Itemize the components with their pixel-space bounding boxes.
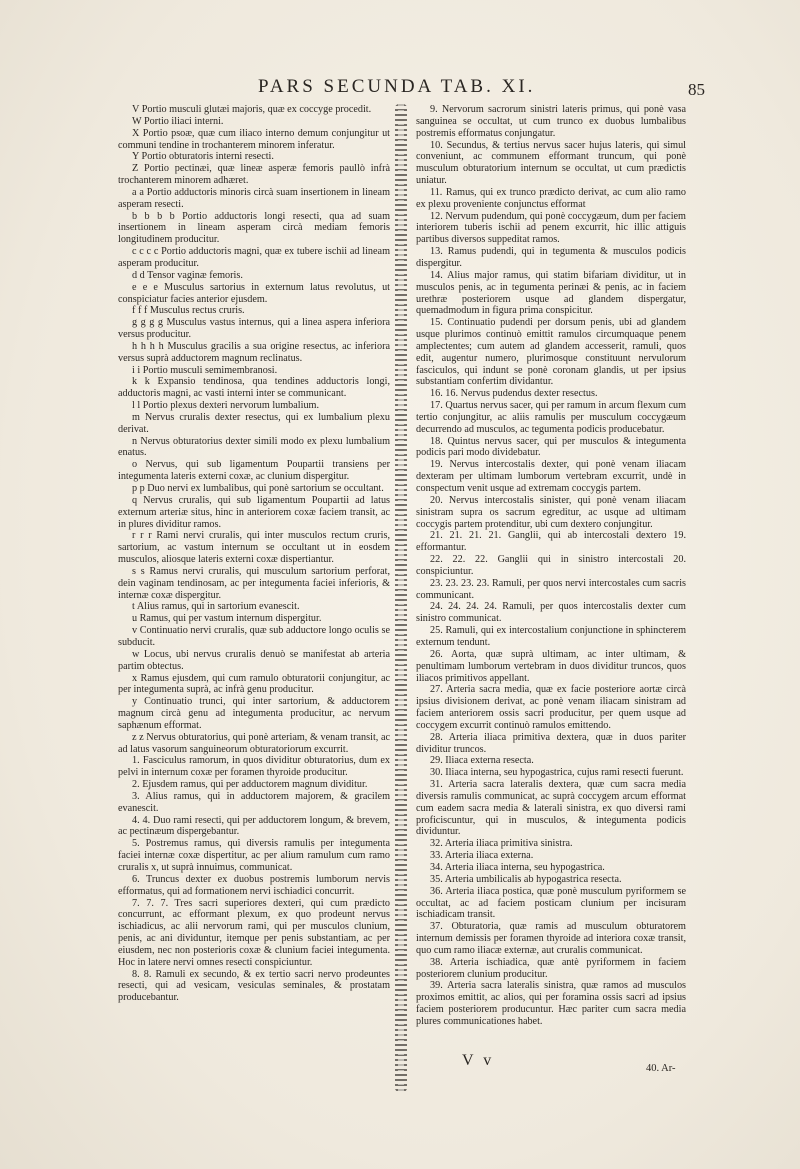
legend-entry: 3. Alius ramus, qui in adductorem majorem, & gracilem evanescit. <box>118 790 390 814</box>
legend-entry: 29. Iliaca externa resecta. <box>430 755 534 767</box>
legend-entry: p p Duo nervi ex lumbalibus, qui ponè sartorium se occultant. <box>132 483 384 494</box>
legend-entry: 22. 22. 22. Ganglii qui in sinistro intercostali 20. conspiciuntur. <box>416 554 686 577</box>
legend-entry: 39. Arteria sacra lateralis sinistra, quæ ramos ad musculos proximos emittit, ac alios, qui per foramina ossis sacri ad ipsius faciem posteriorem producuntur. Hæc pariter cum sacra media plures communicationes habet. <box>416 980 686 1027</box>
legend-entry: y Continuatio trunci, qui inter sartorium, & adductorem magnum circà genu ad integumenta producitur, ac nervum saphænum efformat. <box>118 696 390 731</box>
legend-entry: 31. Arteria sacra lateralis dextera, quæ cum sacra media diversis ramulis communicat, ac suprà coccygem arcum efformat cum eadem sacra media & laterali sinistra, ex quo diversi rami proficiscuntur, qui in musculos, & integumenta podicis dividuntur. <box>416 779 686 838</box>
legend-entry: 33. Arteria iliaca externa. <box>430 850 534 862</box>
legend-entry: X Portio psoæ, quæ cum iliaco interno demum conjungitur ut communi tendine in trochanterem minorem inferatur. <box>118 127 390 151</box>
legend-entry: 6. Truncus dexter ex duobus postremis lumborum nervis efformatus, qui ad formationem nervi ischiadici concurrit. <box>118 873 390 897</box>
legend-entry: f f f Musculus rectus cruris. <box>132 305 245 317</box>
legend-entry: k k Expansio tendinosa, qua tendines adductoris longi, adductoris magni, ac vasti interni inter se communicant. <box>118 376 390 400</box>
legend-entry: 20. Nervus intercostalis sinister, qui ponè venam iliacam sinistram supra os sacrum egreditur, ac usque ad ultimam coccygis partem protenditur, ubi cum dextero conjungitur. <box>416 494 686 530</box>
legend-entry: 38. Arteria ischiadica, quæ antè pyriformem in faciem posteriorem clunium producitur. <box>416 956 686 980</box>
page-header <box>0 76 800 106</box>
legend-entry: 4. 4. Duo rami resecti, qui per adductorem longum, & brevem, ac pectinæum dispergebantur. <box>118 814 390 838</box>
legend-entry: 19. Nervus intercostalis dexter, qui ponè venam iliacam dexteram per ultimam lumborum vertebram excurrit, undè in conspectum venit usque ad extremam coccygis partem. <box>416 459 686 494</box>
legend-entry: c c c c Portio adductoris magni, quæ ex tubere ischii ad lineam asperam producitur. <box>118 246 390 269</box>
legend-entry: 21. 21. 21. 21. Ganglii, qui ab intercostali dextero 19. efformantur. <box>416 530 686 554</box>
legend-entry: m Nervus cruralis dexter resectus, qui ex lumbalium plexu derivat. <box>118 411 390 435</box>
legend-entry: 16. 16. Nervus pudendus dexter resectus. <box>430 388 598 400</box>
legend-entry: o Nervus, qui sub ligamentum Poupartii transiens per integumenta lateris externi coxæ, ac clunium dispergitur. <box>118 459 390 483</box>
legend-entry: u Ramus, qui per vastum internum dispergitur. <box>132 613 322 625</box>
legend-entry: 13. Ramus pudendi, qui in tegumenta & musculos podicis dispergitur. <box>416 246 686 269</box>
legend-entry: 26. Aorta, quæ suprà ultimam, ac inter ultimam, & penultimam lumborum vertebram in duos dividitur truncos, quos iliacos primitivos appellant. <box>416 648 686 684</box>
legend-entry: 37. Obturatoria, quæ ramis ad musculum obturatorem internum demissis per foramen thyroide ad interiora coxæ transit, quo cum ramo iliacæ externæ, aut cruralis communicat. <box>416 921 686 956</box>
legend-entry: 15. Continuatio pudendi per dorsum penis, ubi ad glandem usque plurimos continuò emittit ramulos circumquaque penem amplectentes; cum autem ad glandem accesserit, ramuli, quos edit, augentur numero, plurimosque constituunt nervulorum fasciculos, qui indunt se ponè coronam glandis, ut per ipsius substantiam confertim dividantur. <box>416 317 686 388</box>
legend-entry: 34. Arteria iliaca interna, seu hypogastrica. <box>430 862 605 873</box>
page-title: PARS SECUNDA TAB. XI. <box>258 76 536 97</box>
legend-entry: 8. 8. Ramuli ex secundo, & ex tertio sacri nervo prodeuntes resecti, qui ad vesicam, vesiculas seminales, & prostatam producebantur. <box>118 968 390 1004</box>
legend-entry: q Nervus cruralis, qui sub ligamentum Poupartii ad latus externum arteriæ situs, hinc in anteriorem coxæ faciem transit, ac in plures dividitur ramos. <box>118 494 390 530</box>
legend-entry: 18. Quintus nervus sacer, qui per musculos & integumenta podicis pari modo dividebatur. <box>416 435 686 459</box>
legend-entry: 5. Postremus ramus, qui diversis ramulis per integumenta faciei internæ coxæ dispertitur, ac per alium ramulum cum ramo cruralis x, ut suprà innuimus, communicat. <box>118 838 390 873</box>
legend-entry: s s Ramus nervi cruralis, qui musculum sartorium perforat, dein vaginam tendinosam, ac per integumenta faciei inferioris, & internæ coxæ dispergitur. <box>118 565 390 601</box>
legend-entry: i i Portio musculi semimembranosi. <box>132 364 278 376</box>
legend-entry: g g g g Musculus vastus internus, qui a linea aspera inferiora versus producitur. <box>118 317 390 341</box>
legend-entry: 27. Arteria sacra media, quæ ex facie posteriore aortæ circà ipsius divisionem derivat, ac ponè venam iliacam sinistram ad faciem anteriorem ossis sacri producitur, per quem usque ad coccygem excurrit continuò ramulos emittendo. <box>416 684 686 731</box>
legend-entry: z z Nervus obturatorius, qui ponè arteriam, & venam transit, ac ad latus vasorum sanguineorum obturatoriorum excurrit. <box>118 731 390 755</box>
legend-entry: x Ramus ejusdem, qui cum ramulo obturatorii conjungitur, ac per integumenta suprà, ac infrà genu producitur. <box>118 672 390 696</box>
legend-entry: n Nervus obturatorius dexter simili modo ex plexu lumbalium enatus. <box>118 435 390 459</box>
legend-entry: 17. Quartus nervus sacer, qui per ramum in arcum flexum cum tertio conjungitur, ac aliis ramulis per musculum coccygæum decurrendo ad musculos, ac tegumenta podicis producebatur. <box>416 400 686 435</box>
legend-entry: 23. 23. 23. 23. Ramuli, per quos nervi intercostales cum sacris communicant. <box>416 577 686 601</box>
page-number: 85 <box>688 80 705 99</box>
legend-entry: b b b b Portio adductoris longi resecti, qua ad suam insertionem in lineam asperam circà mediam femoris longitudinem producitur. <box>118 210 390 246</box>
legend-entry: a a Portio adductoris minoris circà suam insertionem in lineam asperam resecti. <box>118 186 390 210</box>
legend-entry: 32. Arteria iliaca primitiva sinistra. <box>430 838 573 850</box>
legend-entry: t Alius ramus, qui in sartorium evanescit. <box>132 601 300 613</box>
ornamental-column-divider <box>395 104 407 1092</box>
legend-entry: Z Portio pectinæi, quæ lineæ asperæ femoris paullò infrà trochanterem minorem adhæret. <box>118 163 390 187</box>
legend-entry: Y Portio obturatoris interni resecti. <box>132 151 274 163</box>
legend-entry: 2. Ejusdem ramus, qui per adductorem magnum dividitur. <box>132 779 368 791</box>
catchword: 40. Ar- <box>646 1063 676 1074</box>
legend-entry: d d Tensor vaginæ femoris. <box>132 269 243 281</box>
legend-entry: 12. Nervum pudendum, qui ponè coccygæum, dum per faciem interiorem tuberis ischii ad penem excurrit, hic illic attiguis partibus diversos suppeditat ramos. <box>416 210 686 246</box>
legend-entry: 35. Arteria umbilicalis ab hypogastrica resecta. <box>430 873 622 885</box>
legend-entry: 11. Ramus, qui ex trunco prædicto derivat, ac cum alio ramo ex plexu proveniente conjunctus efformat <box>416 186 686 210</box>
legend-entry: w Locus, ubi nervus cruralis denuò se manifestat ab arteria partim obtectus. <box>118 648 390 672</box>
legend-entry: r r r Rami nervi cruralis, qui inter musculos rectum cruris, sartorium, ac vastum internum se occultant ut in eosdem musculos, aliosque lateris externi coxæ dispertiantur. <box>118 530 390 566</box>
legend-entry: 7. 7. 7. Tres sacri superiores dexteri, qui cum prædicto concurrunt, ac efformant plexum, ex quo prodeunt nervus ischiadicus, ac alii nervorum rami, qui per musculos clunium, penis, ac ani dividuntur, itemque per penis substantiam, ac per eiusdem, nec non posterioris coxæ & clunium faciei integumenta. Hoc in latere nervi omnes resecti conspiciuntur. <box>118 897 390 968</box>
signature-mark: V v <box>462 1052 495 1069</box>
legend-entry: 1. Fasciculus ramorum, in quos dividitur obturatorius, dum ex pelvi in internum coxæ per foramen thyroide producitur. <box>118 755 390 779</box>
legend-entry: e e e Musculus sartorius in externum latus revolutus, ut conspiciatur facies anterior ejusdem. <box>118 281 390 305</box>
legend-entry: 14. Alius major ramus, qui statim bifariam dividitur, ut in musculos penis, ac in tegumenta perinæi & penis, ac in faciem urethræ posteriorem usque ad glandem dispergatur, quemadmodum in figura prima conspicitur. <box>416 269 686 317</box>
legend-entry: l l Portio plexus dexteri nervorum lumbalium. <box>132 400 320 412</box>
legend-entry: V Portio musculi glutæi majoris, quæ ex coccyge procedit. <box>132 104 372 115</box>
legend-entry: 28. Arteria iliaca primitiva dextera, quæ in duos pariter dividitur truncos. <box>416 731 686 755</box>
legend-entry: 25. Ramuli, qui ex intercostalium conjunctione in sphincterem externum tendunt. <box>416 625 686 648</box>
legend-entry: 24. 24. 24. 24. Ramuli, per quos intercostalis dexter cum sinistro communicat. <box>416 601 686 625</box>
left-column <box>118 104 390 1004</box>
legend-entry: 36. Arteria iliaca postica, quæ ponè musculum pyriformem se occultat, ac ad faciem posticam clunium per incisuram ischiadicam transit. <box>416 885 686 921</box>
legend-entry: 30. Iliaca interna, seu hypogastrica, cujus rami resecti fuerunt. <box>430 767 684 779</box>
legend-entry: 9. Nervorum sacrorum sinistri lateris primus, qui ponè vasa sanguinea se occultat, ut cum trunco ex duobus lumbalibus postremis efformatus conjungatur. <box>416 104 686 139</box>
legend-entry: v Continuatio nervi cruralis, quæ sub adductore longo oculis se subducit. <box>118 625 390 648</box>
legend-entry: h h h h Musculus gracilis a sua origine resectus, ac inferiora versus suprà adductorem magnum reclinatus. <box>118 340 390 364</box>
right-column <box>416 104 686 1028</box>
legend-entry: 10. Secundus, & tertius nervus sacer hujus lateris, qui simul conveniunt, ac communem efformant truncum, qui ponè musculum obturatorium internum se occultat, ut cum prædictis uniatur. <box>416 139 686 187</box>
legend-entry: W Portio iliaci interni. <box>132 115 224 127</box>
